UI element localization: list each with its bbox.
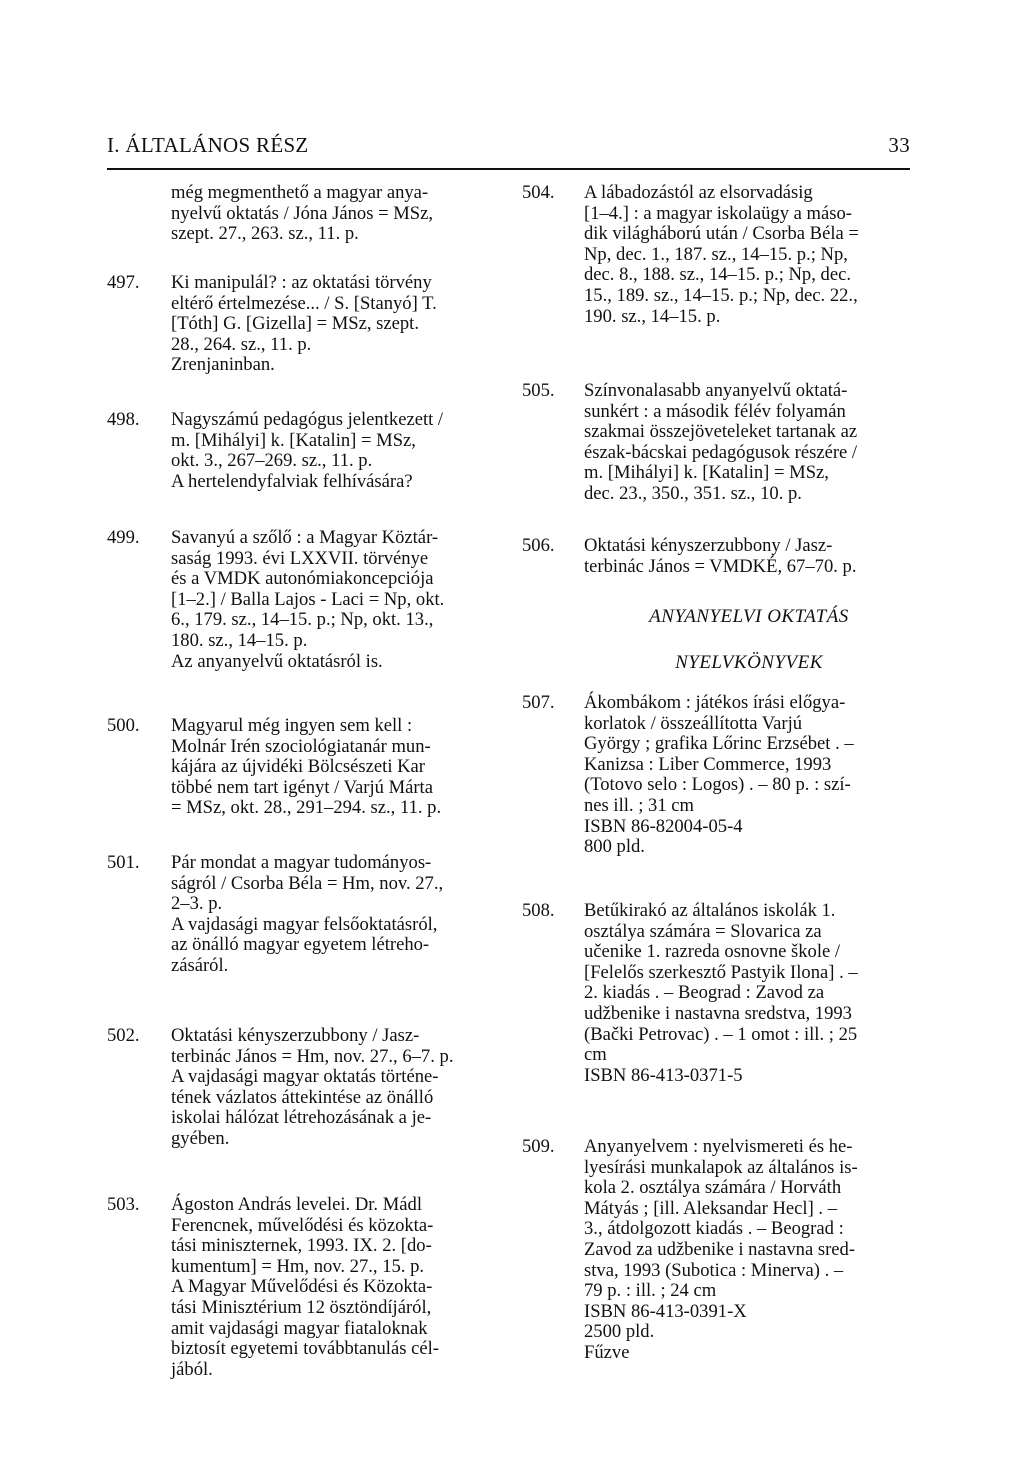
entry-text: A lábadozástól az elsorvadásig [1–4.] : a magyar iskolaügy a máso- dik világháború után / Csorba Béla = Np, dec. 1., 187. sz., 14–15. p.; Np, dec. 8., 188. sz., 14–15. p.; Np, dec. 15., 189. sz., 14–15. p.; Np, dec. 22., 190. sz., 14–15. p.	[584, 182, 859, 327]
entry-text: Oktatási kényszerzubbony / Jasz- terbinác János = Hm, nov. 27., 6–7. p. A vajdasági magyar oktatás történe- tének vázlatos áttekintése az önálló iskolai hálózat létrehozásának a je- gyében.	[171, 1025, 454, 1149]
entry-number: 499.	[107, 527, 140, 548]
subsection-title: NYELVKÖNYVEK	[675, 652, 823, 673]
entry-text: Ákombákom : játékos írási előgya- korlatok / összeállította Varjú György ; grafika Lőrinc Erzsébet . – Kanizsa : Liber Commerce, 1993 (Totovo selo : Logos) . – 80 p. : szí- nes ill. ; 31 cm ISBN 86-82004-05-4 800 pld.	[584, 692, 854, 858]
page-number: 33	[888, 133, 910, 157]
header-rule	[107, 168, 910, 170]
entry-number: 504.	[522, 182, 555, 203]
entry-text: Ágoston András levelei. Dr. Mádl Ferencnek, művelődési és közokta- tási miniszternek, 1993. IX. 2. [do- kumentum] = Hm, nov. 27., 15. p. A Magyar Művelődési és Közokta- tási Minisztérium 12 ösztöndíjáról, amit vajdasági magyar fiataloknak biztosít egyetemi továbbtanulás cél- jából.	[171, 1194, 439, 1380]
entry-number: 505.	[522, 380, 555, 401]
entry-text: Színvonalasabb anyanyelvű oktatá- sunkért : a második félév folyamán szakmai összejöveteleket tartanak az észak-bácskai pedagógusok részére / m. [Mihályi] k. [Katalin] = MSz, dec. 23., 350., 351. sz., 10. p.	[584, 380, 858, 504]
entry-text: Savanyú a szőlő : a Magyar Köztár- saság 1993. évi LXXVII. törvénye és a VMDK autonómiakoncepciója [1–2.] / Balla Lajos - Laci = Np, okt. 6., 179. sz., 14–15. p.; Np, okt. 13., 180. sz., 14–15. p. Az anyanyelvű oktatásról is.	[171, 527, 445, 672]
entry-text: Nagyszámú pedagógus jelentkezett / m. [Mihályi] k. [Katalin] = MSz, okt. 3., 267–269. sz., 11. p. A hertelendyfalviak felhívására?	[171, 409, 444, 492]
entry-number: 508.	[522, 900, 555, 921]
entry-number: 501.	[107, 852, 140, 873]
entry-number: 507.	[522, 692, 555, 713]
entry-number: 503.	[107, 1194, 140, 1215]
entry-text: Oktatási kényszerzubbony / Jasz- terbinác János = VMDKÉ, 67–70. p.	[584, 535, 857, 577]
section-title: ANYANYELVI OKTATÁS	[649, 606, 849, 627]
entry-number: 497.	[107, 272, 140, 293]
entry-text: Ki manipulál? : az oktatási törvény eltérő értelmezése... / S. [Stanyó] T. [Tóth] G. [Gizella] = MSz, szept. 28., 264. sz., 11. p. Zrenjaninban.	[171, 272, 437, 376]
entry-text: Anyanyelvem : nyelvismereti és he- lyesírási munkalapok az általános is- kola 2. osztálya számára / Horváth Mátyás ; [ill. Aleksandar Hecl] . – 3., átdolgozott kiadás . – Beograd : Zavod za udžbenike i nastavna sred- stva, 1993 (Subotica : Minerva) . – 79 p. : ill. ; 24 cm ISBN 86-413-0391-X 2500 pld. Fűzve	[584, 1136, 858, 1363]
entry-text: még megmenthető a magyar anya- nyelvű oktatás / Jóna János = MSz, szept. 27., 263. sz., 11. p.	[171, 182, 433, 245]
entry-number: 509.	[522, 1136, 555, 1157]
entry-number: 500.	[107, 715, 140, 736]
entry-text: Magyarul még ingyen sem kell : Molnár Irén szociológiatanár mun- kájára az újvidéki Bölcsészeti Kar többé nem tart igényt / Varjú Márta = MSz, okt. 28., 291–294. sz., 11. p.	[171, 715, 442, 819]
entry-number: 506.	[522, 535, 555, 556]
entry-number: 498.	[107, 409, 140, 430]
page-header	[107, 133, 910, 163]
section-heading: I. ÁLTALÁNOS RÉSZ	[107, 133, 309, 157]
entry-number: 502.	[107, 1025, 140, 1046]
entry-text: Pár mondat a magyar tudományos- ságról / Csorba Béla = Hm, nov. 27., 2–3. p. A vajdasági magyar felsőoktatásról, az önálló magyar egyetem létreho- zásáról.	[171, 852, 444, 976]
entry-text: Betűkirakó az általános iskolák 1. osztálya számára = Slovarica za učenike 1. razreda osnovne škole / [Felelős szerkesztő Pastyik Ilona] . – 2. kiadás . – Beograd : Zavod za udžbenike i nastavna sredstva, 1993 (Bački Petrovac) . – 1 omot : ill. ; 25 cm ISBN 86-413-0371-5	[584, 900, 858, 1086]
